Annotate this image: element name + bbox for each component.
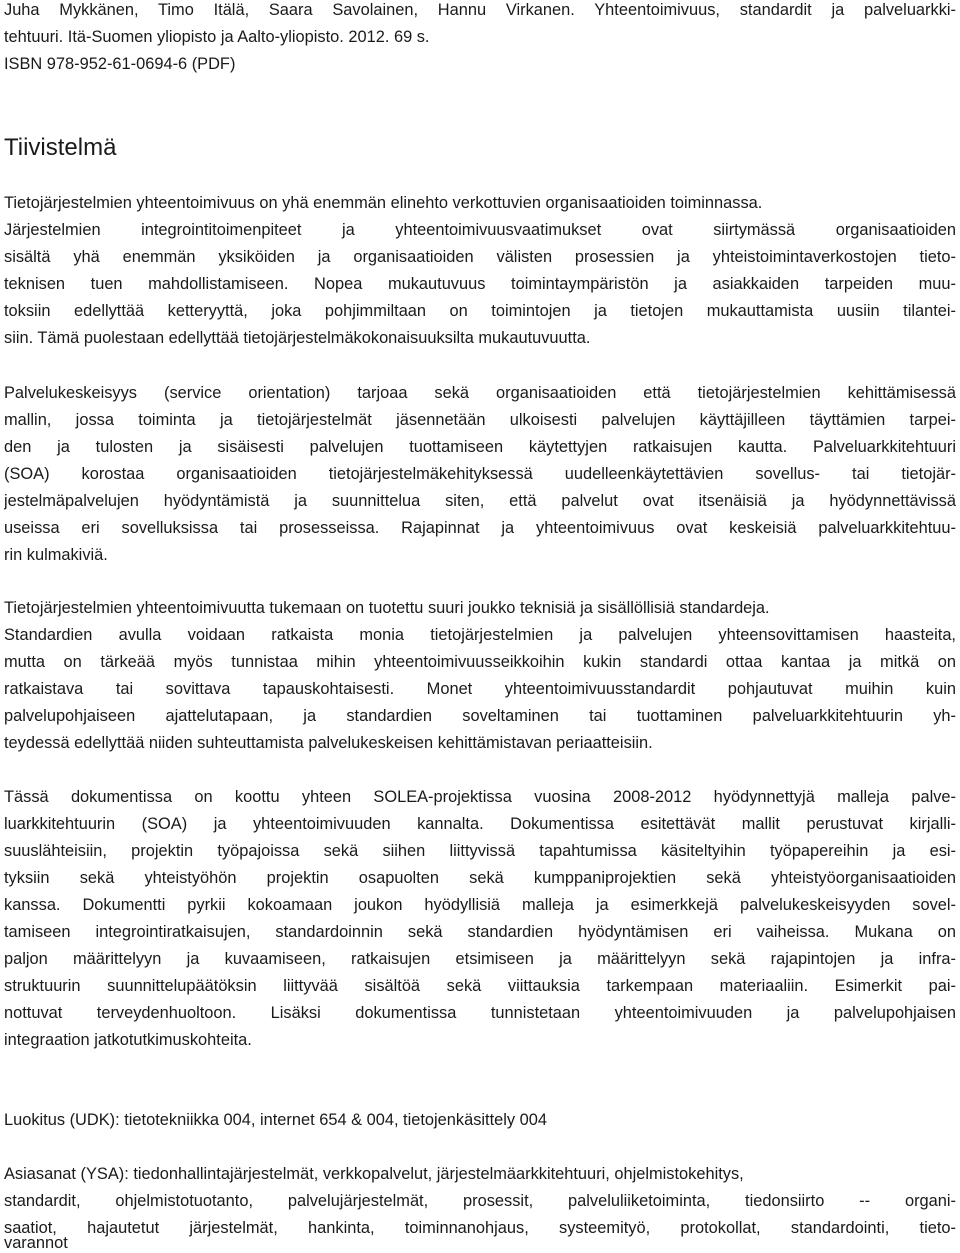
paragraph-line: useissa eri sovelluksissa tai prosesseissa. Rajapinnat ja yhteentoimivuus ovat keskeisiä palveluarkkitehtuu- — [4, 519, 956, 537]
paragraph-line: jestelmäpalvelujen hyödyntämistä ja suunnittelua siten, että palvelut ovat itsenäisiä ja hyödynnettävissä — [4, 492, 956, 510]
paragraph-line: suuslähteisiin, projektin työpajoissa sekä siihen liittyvissä tapahtumissa käsiteltyihin työpapereihin ja esi- — [4, 842, 956, 860]
paragraph-line: rin kulmakiviä. — [4, 546, 108, 564]
paragraph-line: ratkaistava tai sovittava tapauskohtaisesti. Monet yhteentoimivuusstandardit pohjautuvat muihin kuin — [4, 680, 956, 698]
paragraph-line: struktuurin suunnittelupäätöksin liittyvää sisältöä sekä viittauksia tarkempaan materiaaliin. Esimerkit pai- — [4, 977, 956, 995]
paragraph-line: den ja tulosten ja sisäisesti palvelujen tuottamiseen käytettyjen ratkaisujen kautta. Palveluarkkitehtuuri — [4, 438, 956, 456]
paragraph-line: Standardien avulla voidaan ratkaista monia tietojärjestelmien ja palvelujen yhteensovittamisen haasteita, — [4, 626, 956, 644]
keywords-line: Asiasanat (YSA): tiedonhallintajärjestelmät, verkkopalvelut, järjestelmäarkkitehtuuri, ohjelmistokehitys, — [4, 1165, 744, 1183]
isbn-line: ISBN 978-952-61-0694-6 (PDF) — [4, 55, 236, 73]
paragraph-line: mallin, jossa toiminta ja tietojärjestelmät jäsennetään ulkoisesti palvelujen käyttäjilleen täyttämien tarpei- — [4, 411, 956, 429]
citation-line: tehtuuri. Itä-Suomen yliopisto ja Aalto-yliopisto. 2012. 69 s. — [4, 28, 430, 46]
paragraph-line: Tietojärjestelmien yhteentoimivuus on yhä enemmän elinehto verkottuvien organisaatioiden toiminnassa. — [4, 194, 763, 212]
paragraph-line: tamiseen integrointiratkaisujen, standardoinnin sekä standardien hyödyntämisen eri vaiheissa. Mukana on — [4, 923, 956, 941]
keywords-line: varannot — [4, 1234, 68, 1252]
paragraph-line: teydessä edellyttää niiden suhteuttamista palvelukeskeisen kehittämistavan periaatteisiin. — [4, 734, 653, 752]
paragraph-line: Järjestelmien integrointitoimenpiteet ja yhteentoimivuusvaatimukset ovat siirtymässä organisaatioiden — [4, 221, 956, 239]
paragraph-line: paljon määrittelyyn ja kuvaamiseen, ratkaisujen etsimiseen ja määrittelyyn sekä rajapintojen ja infra- — [4, 950, 956, 968]
paragraph-line: sisältä yhä enemmän yksiköiden ja organisaatioiden välisten prosessien ja yhteistoimintaverkostojen tieto- — [4, 248, 956, 266]
abstract-heading: Tiivistelmä — [4, 134, 117, 161]
paragraph-line: toksiin edellyttää ketteryyttä, joka pohjimmiltaan on toimintojen ja tietojen mukauttamista uusiin tilantei- — [4, 302, 956, 320]
paragraph-line: kanssa. Dokumentti pyrkii kokoamaan joukon hyödyllisiä malleja ja esimerkkejä palvelukeskeisyyden sovel- — [4, 896, 956, 914]
classification-line: Luokitus (UDK): tietotekniikka 004, internet 654 & 004, tietojenkäsittely 004 — [4, 1111, 548, 1129]
paragraph-line: (SOA) korostaa organisaatioiden tietojärjestelmäkehityksessä uudelleenkäytettävien sovellus- tai tietojär- — [4, 465, 956, 483]
paragraph-line: mutta on tärkeää myös tunnistaa mihin yhteentoimivuusseikkoihin kukin standardi ottaa kantaa ja mitkä on — [4, 653, 956, 671]
citation-line: Juha Mykkänen, Timo Itälä, Saara Savolainen, Hannu Virkanen. Yhteentoimivuus, standardit ja palveluarkki- — [4, 1, 956, 19]
paragraph-line: tyksiin sekä yhteistyöhön projektin osapuolten sekä kumppaniprojektien sekä yhteistyöorganisaatioiden — [4, 869, 956, 887]
paragraph-line: integraation jatkotutkimuskohteita. — [4, 1031, 252, 1049]
paragraph-line: luarkkitehtuurin (SOA) ja yhteentoimivuuden kannalta. Dokumentissa esitettävät mallit perustuvat kirjalli- — [4, 815, 956, 833]
paragraph-line: siin. Tämä puolestaan edellyttää tietojärjestelmäkokonaisuuksilta mukautuvuutta. — [4, 329, 591, 347]
paragraph-line: Tässä dokumentissa on koottu yhteen SOLEA-projektissa vuosina 2008-2012 hyödynnettyjä malleja palve- — [4, 788, 956, 806]
paragraph-line: Palvelukeskeisyys (service orientation) tarjoaa sekä organisaatioiden että tietojärjestelmien kehittämisessä — [4, 384, 956, 402]
paragraph-line: palvelupohjaiseen ajattelutapaan, ja standardien soveltaminen tai tuottaminen palveluarkkitehtuurin yh- — [4, 707, 956, 725]
paragraph-line: teknisen tuen mahdollistamiseen. Nopea mukautuvuus toimintaympäristön ja asiakkaiden tarpeiden muu- — [4, 275, 956, 293]
keywords-line: saatiot, hajautetut järjestelmät, hankinta, toiminnanohjaus, systeemityö, protokollat, standardointi, tieto- — [4, 1219, 956, 1237]
paragraph-line: nottuvat terveydenhuoltoon. Lisäksi dokumentissa tunnistetaan yhteentoimivuuden ja palvelupohjaisen — [4, 1004, 956, 1022]
keywords-line: standardit, ohjelmistotuotanto, palvelujärjestelmät, prosessit, palveluliiketoiminta, tiedonsiirto -- organi- — [4, 1192, 956, 1210]
paragraph-line: Tietojärjestelmien yhteentoimivuutta tukemaan on tuotettu suuri joukko teknisiä ja sisällöllisiä standardeja. — [4, 599, 770, 617]
